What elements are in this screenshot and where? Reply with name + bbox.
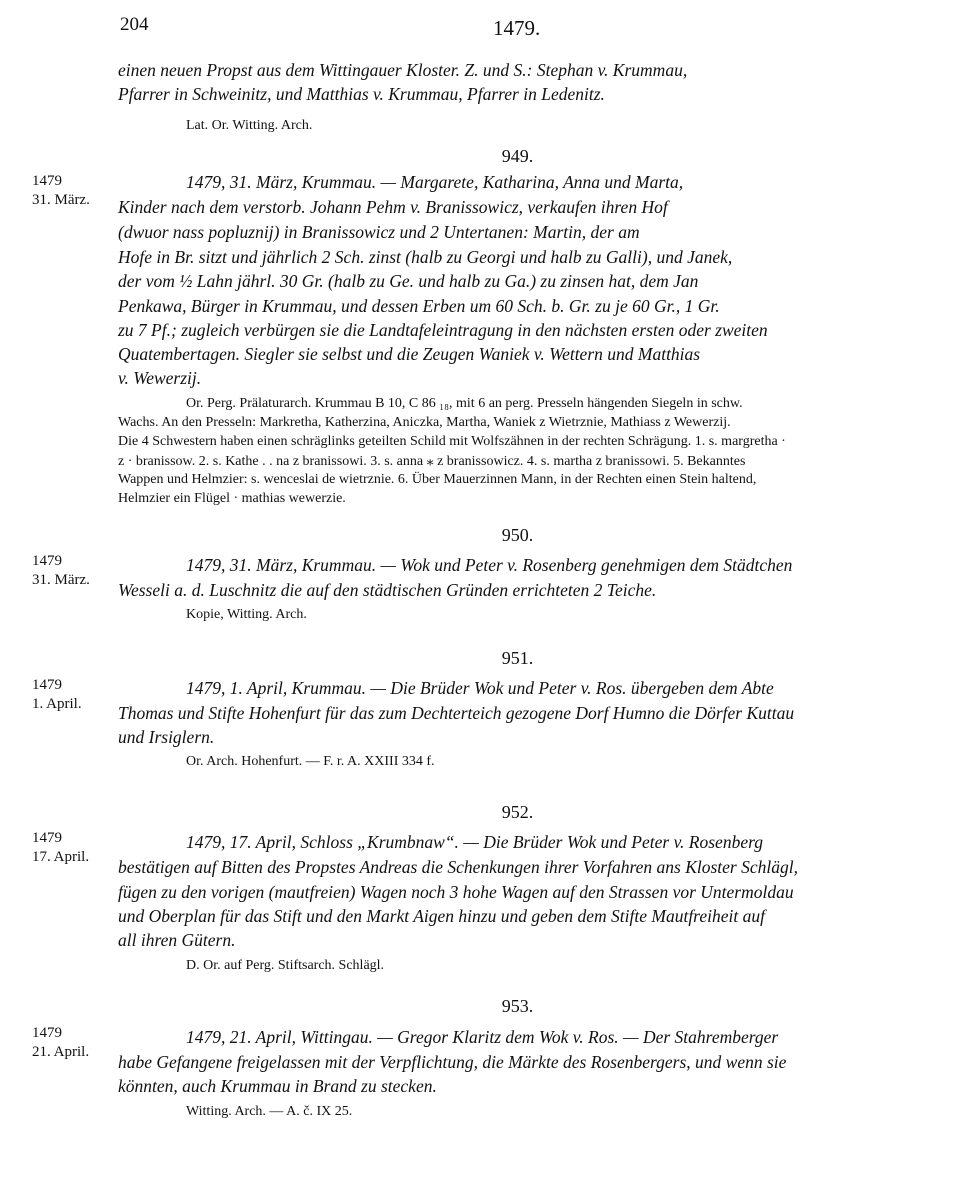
text-line: 1479, 31. März, Krummau. — Margarete, Katharina, Anna und Marta, [186, 172, 684, 192]
running-year: 1479. [493, 16, 541, 40]
archive-note: Or. Perg. Prälaturarch. Krummau B 10, C 86 ₁₈, mit 6 an perg. Presseln hängenden Siegeln in schw. [186, 396, 743, 411]
margin-day: 31. März. [32, 192, 90, 208]
margin-day: 31. März. [32, 572, 90, 588]
text-line: Wesseli a. d. Luschnitz die auf den städtischen Gründen errichteten 2 Teiche. [118, 580, 657, 600]
text-line: v. Wewerzij. [118, 368, 202, 388]
margin-year: 1479 [32, 173, 62, 189]
entry-number: 950. [501, 525, 534, 545]
text-line: 1479, 21. April, Wittingau. — Gregor Klaritz dem Wok v. Ros. — Der Stahremberger [186, 1027, 779, 1047]
text-line: Pfarrer in Schweinitz, und Matthias v. Krummau, Pfarrer in Ledenitz. [118, 84, 605, 104]
margin-year: 1479 [32, 830, 62, 846]
margin-date [32, 829, 89, 867]
text-line: könnten, auch Krummau in Brand zu stecken. [118, 1076, 437, 1096]
margin-date [32, 1024, 89, 1062]
margin-year: 1479 [32, 677, 62, 693]
archive-note: Wachs. An den Presseln: Markretha, Katherzina, Aniczka, Martha, Waniek z Wietrznie, Mathiass z Wewerzij. [118, 415, 731, 430]
text-line: habe Gefangene freigelassen mit der Verpflichtung, die Märkte des Rosenbergers, und wenn sie [118, 1052, 787, 1072]
entry-number: 949. [501, 146, 534, 166]
text-line: Quatembertagen. Siegler sie selbst und die Zeugen Waniek v. Wettern und Matthias [118, 344, 701, 364]
text-line: all ihren Gütern. [118, 930, 236, 950]
entry-number: 951. [501, 648, 534, 668]
text-line: einen neuen Propst aus dem Wittingauer Kloster. Z. und S.: Stephan v. Krummau, [118, 60, 688, 80]
source-note: D. Or. auf Perg. Stiftsarch. Schlägl. [186, 958, 385, 973]
margin-day: 21. April. [32, 1044, 90, 1060]
text-line: (dwuor nass popluznij) in Branissowicz und 2 Untertanen: Martin, der am [118, 222, 640, 242]
text-line: Thomas und Stifte Hohenfurt für das zum Dechterteich gezogene Dorf Humno die Dörfer Kuttau [118, 703, 795, 723]
margin-day: 1. April. [32, 696, 82, 712]
text-line: Penkawa, Bürger in Krummau, und dessen Erben um 60 Sch. b. Gr. zu je 60 Gr., 1 Gr. [118, 296, 720, 316]
text-line: 1479, 31. März, Krummau. — Wok und Peter v. Rosenberg genehmigen dem Städtchen [186, 555, 793, 575]
text-line: Hofe in Br. sitzt und jährlich 2 Sch. zinst (halb zu Georgi und halb zu Galli), und Janek, [118, 247, 733, 267]
text-line: fügen zu den vorigen (mautfreien) Wagen noch 3 hohe Wagen auf den Strassen vor Untermoldau [118, 882, 794, 902]
source-note: Or. Arch. Hohenfurt. — F. r. A. XXIII 334 f. [186, 754, 435, 769]
margin-date [32, 172, 90, 210]
source-note: Lat. Or. Witting. Arch. [186, 118, 313, 133]
archive-note: z · branissow. 2. s. Kathe . . na z branissowi. 3. s. anna ⁎ z branissowicz. 4. s. martha z branissowi. 5. Bekanntes [118, 454, 746, 469]
margin-year: 1479 [32, 553, 62, 569]
text-line: und Oberplan für das Stift und den Markt Aigen hinzu und geben dem Stifte Mautfreiheit auf [118, 906, 765, 926]
text-line: 1479, 17. April, Schloss „Krumbnaw“. — Die Brüder Wok und Peter v. Rosenberg [186, 832, 763, 852]
text-line: zu 7 Pf.; zugleich verbürgen sie die Landtafeleintragung in den nächsten ersten oder zweiten [118, 320, 768, 340]
entry-number: 952. [501, 802, 534, 822]
page-number: 204 [120, 14, 149, 35]
margin-day: 17. April. [32, 849, 90, 865]
text-line: und Irsiglern. [118, 727, 215, 747]
margin-year: 1479 [32, 1025, 62, 1041]
text-line: Kinder nach dem verstorb. Johann Pehm v. Branissowicz, verkaufen ihren Hof [118, 197, 668, 217]
source-note: Kopie, Witting. Arch. [186, 607, 307, 622]
archive-note: Die 4 Schwestern haben einen schräglinks geteilten Schild mit Wolfszähnen in der rechten Schrägung. 1. s. margretha · [118, 434, 786, 449]
text-line: der vom ½ Lahn jährl. 30 Gr. (halb zu Ge. und halb zu Ga.) zu zinsen hat, dem Jan [118, 271, 699, 291]
source-note: Witting. Arch. — A. č. IX 25. [186, 1104, 353, 1119]
entry-number: 953. [501, 996, 534, 1016]
archive-note: Wappen und Helmzier: s. wenceslai de wietrznie. 6. Über Mauerzinnen Mann, in der Rechten einen Stein haltend, [118, 472, 757, 487]
margin-date [32, 552, 90, 590]
archive-note: Helmzier ein Flügel · mathias wewerzie. [118, 491, 346, 506]
margin-date [32, 676, 82, 714]
text-line: bestätigen auf Bitten des Propstes Andreas die Schenkungen ihrer Vorfahren ans Kloster Schlägl, [118, 857, 798, 877]
text-line: 1479, 1. April, Krummau. — Die Brüder Wok und Peter v. Ros. übergeben dem Abte [186, 678, 774, 698]
